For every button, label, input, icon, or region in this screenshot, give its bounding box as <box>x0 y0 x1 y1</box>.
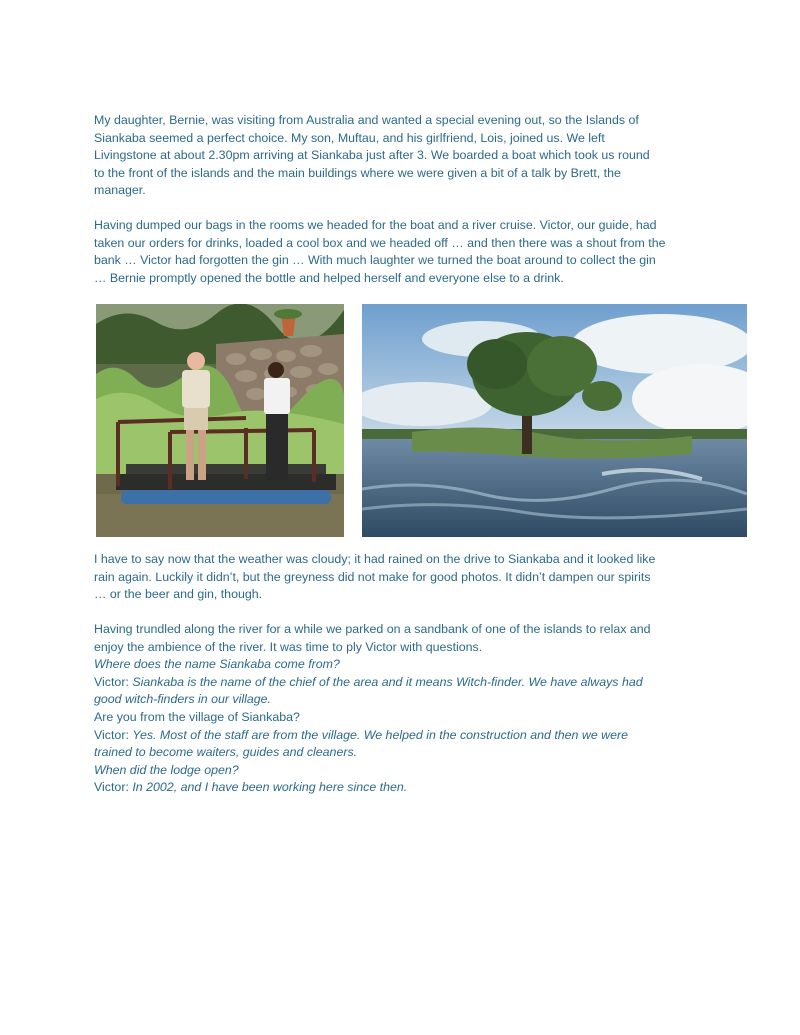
text-line: bank … Victor had forgotten the gin … With much laughter we turned the boat around to collect the gin <box>94 253 656 268</box>
answer-text: In 2002, and I have been working here since then. <box>132 780 408 795</box>
text-line: My daughter, Bernie, was visiting from Australia and wanted a special evening out, so the Islands of <box>94 113 639 127</box>
paragraph-weather <box>94 551 714 604</box>
text-line: … or the beer and gin, though. <box>94 587 263 602</box>
answer-text: good witch-finders in our village. <box>94 692 272 707</box>
text-line: Having dumped our bags in the rooms we headed for the boat and a river cruise. Victor, our guide, had <box>94 218 657 232</box>
interview-question: When did the lodge open? <box>94 762 239 777</box>
interview-question: Where does the name Siankaba come from? <box>94 657 340 672</box>
paragraph-interview <box>94 621 714 797</box>
text-line: rain again. Luckily it didn’t, but the greyness did not make for good photos. It didn’t dampen our spirits <box>94 569 651 584</box>
text-line: enjoy the ambience of the river. It was time to ply Victor with questions. <box>94 639 483 654</box>
text-line: taken our orders for drinks, loaded a cool box and we headed off … and then there was a shout from the <box>94 235 666 250</box>
speaker-label: Victor: <box>94 674 129 689</box>
answer-text: Siankaba is the name of the chief of the area and it means Witch-finder. We have always had <box>132 674 643 689</box>
text-line: Livingstone at about 2.30pm arriving at Siankaba just after 3. We boarded a boat which took us round <box>94 148 650 163</box>
paragraph-river-cruise <box>94 217 714 287</box>
text-line: manager. <box>94 183 146 198</box>
interview-answer <box>94 674 714 692</box>
interview-question: Are you from the village of Siankaba? <box>94 709 300 724</box>
text-line: … Bernie promptly opened the bottle and helped herself and everyone else to a drink. <box>94 270 564 285</box>
river-tree-illustration <box>362 304 747 537</box>
interview-answer <box>94 779 714 797</box>
answer-text: trained to become waiters, guides and cleaners. <box>94 745 358 760</box>
speaker-label: Victor: <box>94 727 129 742</box>
interview-answer <box>94 727 714 745</box>
speaker-label: Victor: <box>94 780 129 795</box>
text-line: Having trundled along the river for a while we parked on a sandbank of one of the islands to relax and <box>94 622 651 636</box>
photo-river-tree <box>362 304 747 537</box>
paragraph-intro <box>94 112 714 200</box>
photo-jetty <box>96 304 344 537</box>
text-line: Siankaba seemed a perfect choice. My son, Muftau, and his girlfriend, Lois, joined us. We left <box>94 130 605 145</box>
text-line: I have to say now that the weather was cloudy; it had rained on the drive to Siankaba and it looked like <box>94 552 656 566</box>
jetty-illustration <box>96 304 344 537</box>
text-line: to the front of the islands and the main buildings where we were given a bit of a talk by Brett, the <box>94 165 621 180</box>
answer-text: Yes. Most of the staff are from the village. We helped in the construction and then we were <box>132 727 629 742</box>
